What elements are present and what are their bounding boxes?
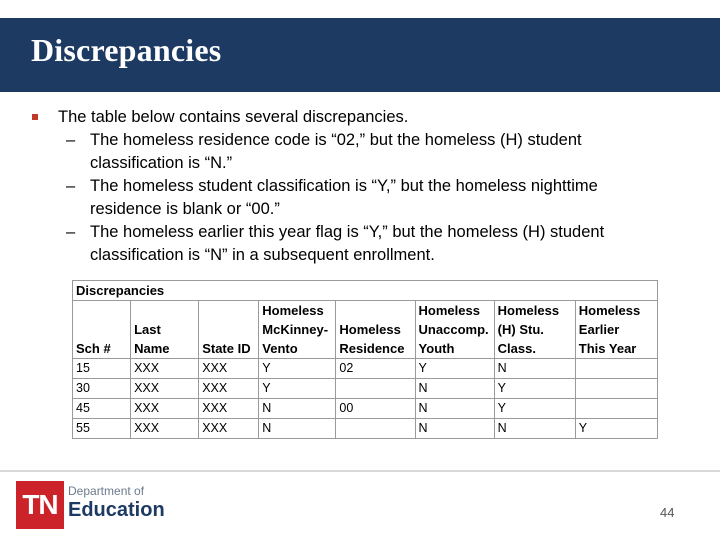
table-cell: Y (575, 419, 657, 439)
table-cell (575, 399, 657, 419)
column-header-line: Last (134, 322, 161, 337)
table-cell: XXX (199, 359, 259, 379)
table-cell: N (415, 399, 494, 419)
table-cell (575, 379, 657, 399)
column-header-line: McKinney- (262, 322, 329, 337)
table-body (73, 281, 658, 439)
square-bullet-icon (32, 114, 38, 120)
table-cell: 15 (73, 359, 131, 379)
column-header (494, 301, 575, 359)
column-header-line: Homeless (418, 303, 480, 318)
bullet-list (32, 106, 692, 267)
sub-bullet-line: residence is blank or “00.” (90, 200, 280, 218)
table-cell: XXX (131, 379, 199, 399)
column-header-line: (H) Stu. (497, 322, 544, 337)
bullet-text: The table below contains several discrepancies. (58, 108, 409, 126)
table-row (73, 379, 658, 399)
column-header-line: Youth (418, 341, 455, 356)
table-cell: 00 (336, 399, 415, 419)
table-cell: Y (494, 399, 575, 419)
column-header (415, 301, 494, 359)
column-header-line: Name (134, 341, 170, 356)
table-cell: N (494, 419, 575, 439)
table-cell: Y (415, 359, 494, 379)
column-header-line: This Year (578, 341, 637, 356)
table-cell: XXX (199, 379, 259, 399)
tn-logo-mark: TN (16, 481, 64, 529)
sub-bullet-2 (32, 175, 692, 221)
dash-marker: – (66, 223, 76, 241)
table-cell: Y (259, 379, 336, 399)
column-header-line: Unaccomp. (418, 322, 489, 337)
table-cell (336, 419, 415, 439)
table-row (73, 399, 658, 419)
column-header-line: Class. (497, 341, 536, 356)
slide-title: Discrepancies (31, 32, 222, 68)
discrepancies-table (72, 280, 658, 439)
footer-divider (0, 470, 720, 472)
table-cell: N (415, 419, 494, 439)
page-number: 44 (660, 505, 675, 520)
table-cell: 55 (73, 419, 131, 439)
column-header (575, 301, 657, 359)
column-header (131, 301, 199, 359)
table-cell: Y (494, 379, 575, 399)
table-cell (575, 359, 657, 379)
table-cell: XXX (199, 399, 259, 419)
dash-marker: – (66, 177, 76, 195)
column-header (336, 301, 415, 359)
dash-marker: – (66, 131, 76, 149)
sub-bullet-line: The homeless earlier this year flag is “Y,” but the homeless (H) student (90, 223, 605, 241)
table-cell: 02 (336, 359, 415, 379)
logo-education-text: Education (68, 499, 165, 521)
sub-bullet-1 (32, 129, 692, 175)
logo-department-text: Department of (68, 484, 145, 498)
column-header (73, 301, 131, 359)
table-cell: N (415, 379, 494, 399)
table-caption: Discrepancies (73, 281, 658, 301)
table-cell: N (259, 399, 336, 419)
table-cell: XXX (131, 419, 199, 439)
column-header-line: Homeless (262, 303, 324, 318)
sub-bullet-line: classification is “N” in a subsequent enrollment. (90, 246, 435, 264)
bullet-item (32, 106, 692, 129)
table-cell (336, 379, 415, 399)
column-header-line: Sch # (76, 341, 111, 356)
tn-education-logo (16, 478, 165, 534)
sub-bullet-3 (32, 221, 692, 267)
table-cell: N (494, 359, 575, 379)
sub-bullet-line: The homeless student classification is “Y,” but the homeless nighttime (90, 177, 598, 195)
table-cell: 45 (73, 399, 131, 419)
table-row (73, 419, 658, 439)
column-header-line: Residence (339, 341, 405, 356)
column-header-line: State ID (202, 341, 251, 356)
column-header-line: Earlier (578, 322, 620, 337)
table-cell: XXX (131, 359, 199, 379)
table-cell: XXX (199, 419, 259, 439)
table-row (73, 359, 658, 379)
table-cell: 30 (73, 379, 131, 399)
sub-bullet-line: The homeless residence code is “02,” but the homeless (H) student (90, 131, 582, 149)
column-header-line: Homeless (339, 322, 401, 337)
column-header (259, 301, 336, 359)
table-cell: XXX (131, 399, 199, 419)
sub-bullet-line: classification is “N.” (90, 154, 233, 172)
column-header-line: Vento (262, 341, 298, 356)
table-cell: Y (259, 359, 336, 379)
header-row (73, 301, 658, 359)
column-header-line: Homeless (578, 303, 641, 318)
column-header-line: Homeless (497, 303, 560, 318)
table-cell: N (259, 419, 336, 439)
column-header (199, 301, 259, 359)
